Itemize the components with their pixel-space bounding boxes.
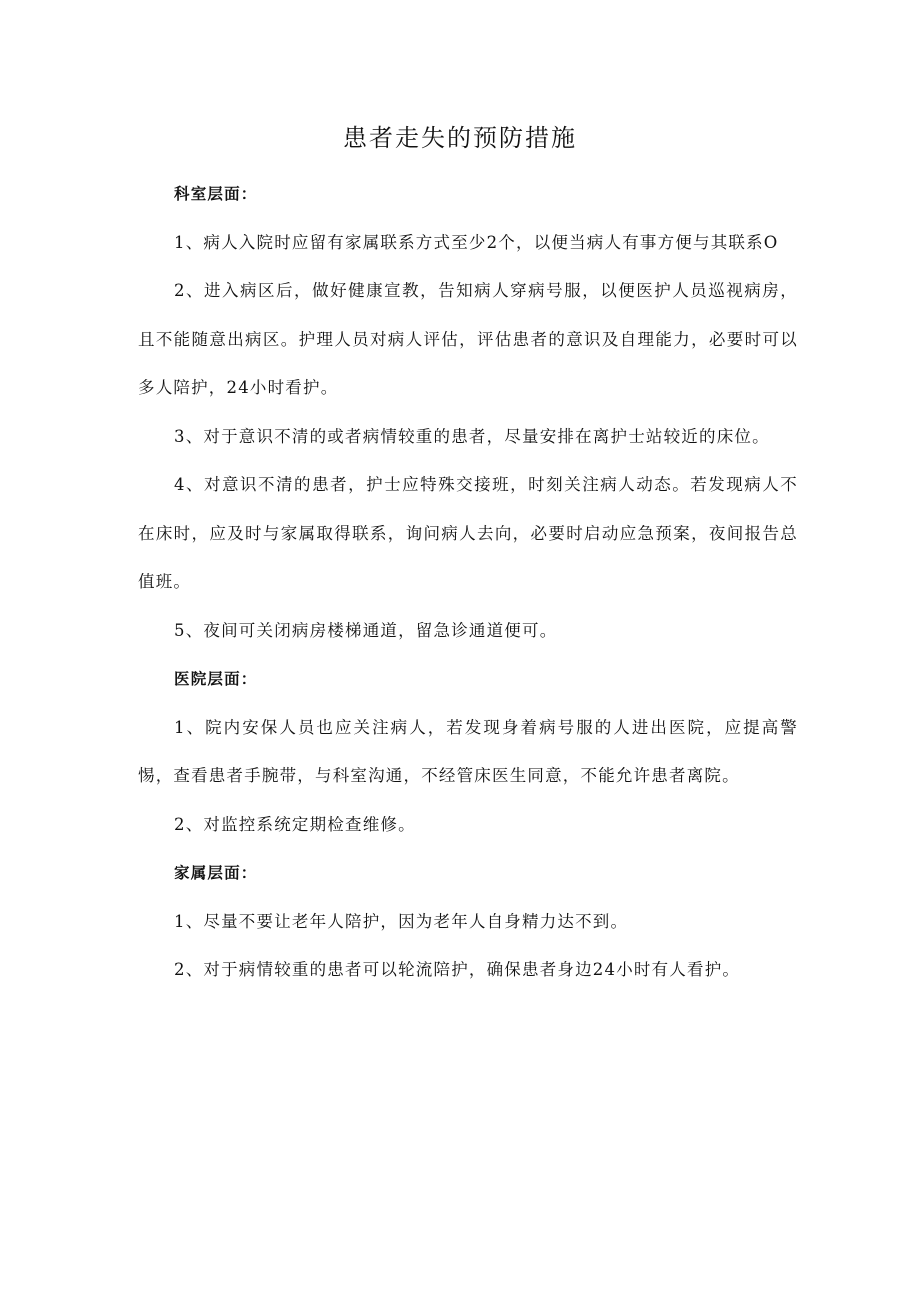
paragraph: 1、尽量不要让老年人陪护，因为老年人自身精力达不到。: [174, 911, 629, 931]
paragraph: 2、对于病情较重的患者可以轮流陪护，确保患者身边24小时有人看护。: [174, 960, 741, 979]
paragraph: 1、病人入院时应留有家属联系方式至少2个，以便当病人有事方便与其联系O: [174, 232, 779, 252]
paragraph: 2、对监控系统定期检查维修。: [174, 814, 416, 834]
document-title: 患者走失的预防措施: [343, 124, 577, 152]
paragraph: 2、进入病区后，做好健康宣教，告知病人穿病号服，以便医护人员巡视病房，且不能随意出病区。护理人员对病人评估，评估患者的意识及自理能力，必要时可以多人陪护，24小时看护。: [138, 281, 798, 397]
paragraph: 5、夜间可关闭病房楼梯通道，留急诊通道便可。: [174, 620, 558, 640]
paragraph: 1、院内安保人员也应关注病人，若发现身着病号服的人进出医院，应提高警惕，查看患者手腕带，与科室沟通，不经管床医生同意，不能允许患者离院。: [138, 717, 798, 785]
section-heading-department: 科室层面：: [174, 185, 258, 203]
paragraph: 3、对于意识不清的或者病情较重的患者，尽量安排在离护士站较近的床位。: [174, 426, 770, 446]
section-heading-hospital: 医院层面：: [174, 670, 258, 688]
document-body: [138, 170, 798, 995]
paragraph: 4、对意识不清的患者，护士应特殊交接班，时刻关注病人动态。若发现病人不在床时，应及时与家属取得联系，询问病人去向，必要时启动应急预案，夜间报告总值班。: [138, 475, 798, 591]
section-heading-family: 家属层面：: [174, 864, 258, 882]
